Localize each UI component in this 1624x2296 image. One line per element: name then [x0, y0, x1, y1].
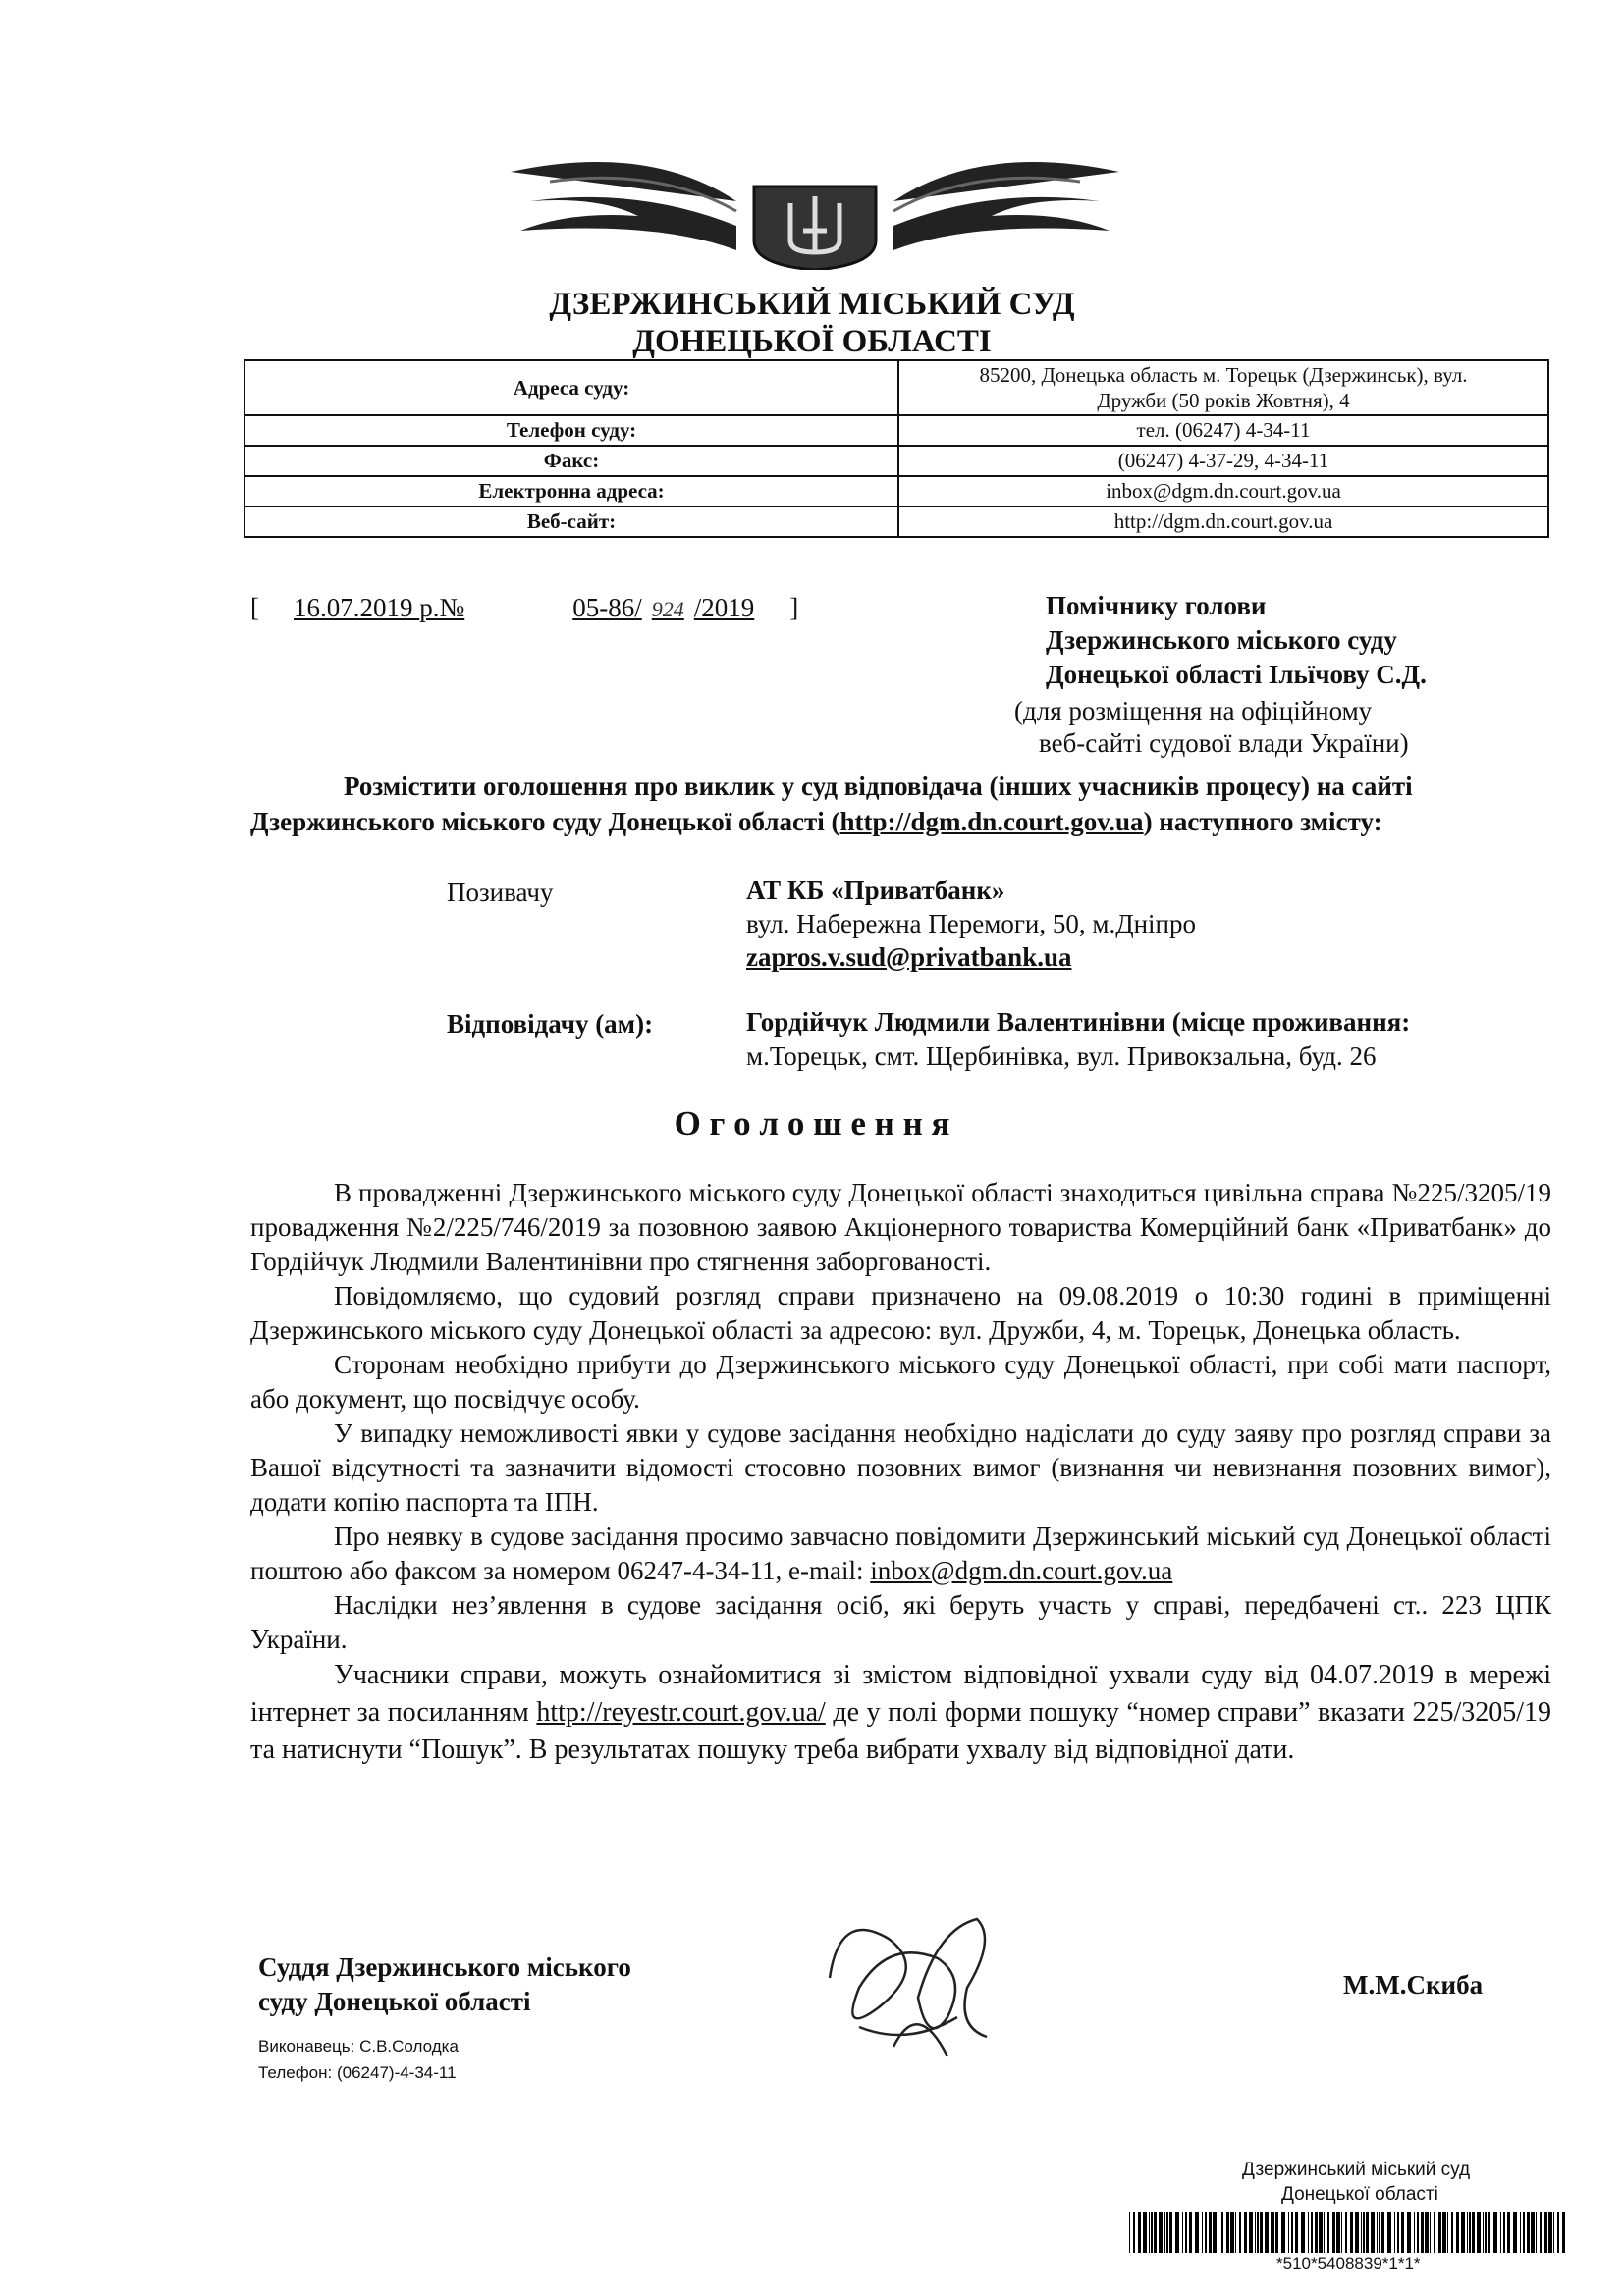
court-name-line1: ДЗЕРЖИНСЬКИЙ МІСЬКИЙ СУД	[549, 287, 1075, 322]
addressee-line3: Донецької області Ільїчову С.Д.	[1046, 660, 1427, 689]
notice-body	[250, 1176, 1551, 1769]
plaintiff-label: Позивачу	[447, 878, 554, 907]
email-label: Електронна адреса:	[244, 476, 898, 507]
notice-title: О г о л о ш е н н я	[674, 1104, 950, 1143]
executor-name: Виконавець: С.В.Солодка	[258, 2037, 459, 2056]
court-emblem-icon	[491, 142, 1139, 270]
reference-number	[250, 589, 798, 628]
stamp-line1: Дзержинський міський суд	[1242, 2160, 1471, 2180]
ref-date: 16.07.2019	[294, 593, 413, 622]
judge-title-line2: суду Донецької області	[258, 1987, 531, 2016]
barcode-text: *510*5408839*1*1*	[1276, 2254, 1421, 2272]
ref-number-prefix: 05-86/	[572, 593, 642, 622]
ref-close-bracket: ]	[789, 593, 799, 622]
body-paragraph-6: Наслідки нез’явлення в судове засідання осіб, які беруть участь у справі, передбачені ст.. 223 ЦПК України.	[250, 1590, 1551, 1654]
body-paragraph-2: Повідомляємо, що судовий розгляд справи призначено на 09.08.2019 о 10:30 годині в приміщенні Дзержинського міського суду Донецької області за адресою: вул. Дружби, 4, м. Торецьк, Донецька область.	[250, 1281, 1551, 1345]
addressee-line5: веб-сайті судової влади України)	[1039, 728, 1409, 758]
body-paragraph-7: Учасники справи, можуть ознайомитися зі змістом відповідної ухвали суду від 04.07.2019 в мережі інтернет за посиланням http://reyestr.court.gov.ua/ де у полі форми пошуку “номер справи” вказати 225/3205/19 та натиснути “Пошук”. В результатах пошуку треба вибрати ухвалу від відповідної дати.	[250, 1660, 1552, 1765]
body-paragraph-5: Про неявку в судове засідання просимо завчасно повідомити Дзержинський міський суд Донецької області поштою або факсом за номером 06247-4-34-11, e-mail: inbox@dgm.dn.court.gov.ua	[250, 1522, 1551, 1585]
registry-link[interactable]: http://reyestr.court.gov.ua/	[536, 1697, 826, 1728]
addressee-line4: (для розміщення на офіційному	[1014, 696, 1373, 725]
table-row	[244, 360, 1548, 415]
court-info-table	[244, 359, 1549, 538]
judge-name: М.М.Скиба	[1343, 1970, 1484, 2000]
judge-signature-icon	[800, 1899, 1026, 2061]
stamp-line2: Донецької області	[1281, 2184, 1438, 2205]
addressee-line2: Дзержинського міського суду	[1046, 625, 1397, 655]
ref-open-bracket: [	[250, 593, 259, 622]
email-value: inbox@dgm.dn.court.gov.ua	[898, 476, 1548, 507]
website-label: Веб-сайт:	[244, 507, 898, 537]
defendant-name: Гордійчук Людмили Валентинівни (місце проживання:	[746, 1007, 1411, 1037]
table-row	[244, 507, 1548, 537]
instruction-line2: Дзержинського міського суду Донецької області (http://dgm.dn.court.gov.ua) наступного змісту:	[250, 807, 1382, 836]
address-label: Адреса суду:	[244, 360, 898, 415]
instruction-line1: Розмістити оголошення про виклик у суд відповідача (інших учасників процесу) на сайті	[344, 772, 1413, 801]
address-value-line2: Дружби (50 років Жовтня), 4	[1097, 389, 1350, 412]
address-value	[898, 360, 1548, 415]
court-website-link[interactable]: http://dgm.dn.court.gov.ua	[839, 807, 1144, 836]
body-paragraph-1: В провадженні Дзержинського міського суду Донецької області знаходиться цивільна справа №225/3205/19 провадження №2/225/746/2019 за позовною заявою Акціонерного товариства Комерційний банк «Приватбанк» до Гордійчук Людмили Валентинівни про стягнення заборгованості.	[250, 1178, 1551, 1276]
phone-label: Телефон суду:	[244, 415, 898, 446]
body-paragraph-3: Сторонам необхідно прибути до Дзержинського міського суду Донецької області, при собі мати паспорт, або документ, що посвідчує особу.	[250, 1350, 1551, 1414]
plaintiff-address: вул. Набережна Перемоги, 50, м.Дніпро	[746, 909, 1197, 938]
court-name-line2: ДОНЕЦЬКОЇ ОБЛАСТІ	[632, 324, 992, 359]
table-row	[244, 476, 1548, 507]
table-row	[244, 446, 1548, 476]
defendant-address: м.Торецьк, смт. Щербинівка, вул. Привокзальна, буд. 26	[746, 1041, 1377, 1071]
plaintiff-email[interactable]: zapros.v.sud@privatbank.ua	[746, 942, 1072, 972]
ref-number-suffix: /2019	[693, 593, 755, 622]
fax-value: (06247) 4-37-29, 4-34-11	[898, 446, 1548, 476]
address-value-line1: 85200, Донецька область м. Торецьк (Дзержинськ), вул.	[979, 363, 1468, 387]
body-paragraph-4: У випадку неможливості явки у судове засідання необхідно надіслати до суду заяву про розгляд справи за Вашої відсутності та зазначити відомості стосовно позовних вимог (визнання чи невизнання позовних вимог), додати копію паспорта та ІПН.	[250, 1418, 1551, 1517]
barcode-icon	[1129, 2212, 1571, 2253]
ref-no-label: р.№	[419, 593, 465, 622]
website-value: http://dgm.dn.court.gov.ua	[898, 507, 1548, 537]
table-row	[244, 415, 1548, 446]
court-email-link[interactable]: inbox@dgm.dn.court.gov.ua	[870, 1556, 1173, 1585]
ref-number-handwritten: 924	[651, 597, 684, 621]
executor-phone: Телефон: (06247)-4-34-11	[258, 2063, 457, 2082]
plaintiff-name: АТ КБ «Приватбанк»	[746, 876, 1005, 905]
defendant-label: Відповідачу (ам):	[447, 1009, 654, 1039]
fax-label: Факс:	[244, 446, 898, 476]
judge-title-line1: Суддя Дзержинського міського	[258, 1952, 631, 1982]
addressee-line1: Помічнику голови	[1046, 591, 1267, 620]
phone-value: тел. (06247) 4-34-11	[898, 415, 1548, 446]
